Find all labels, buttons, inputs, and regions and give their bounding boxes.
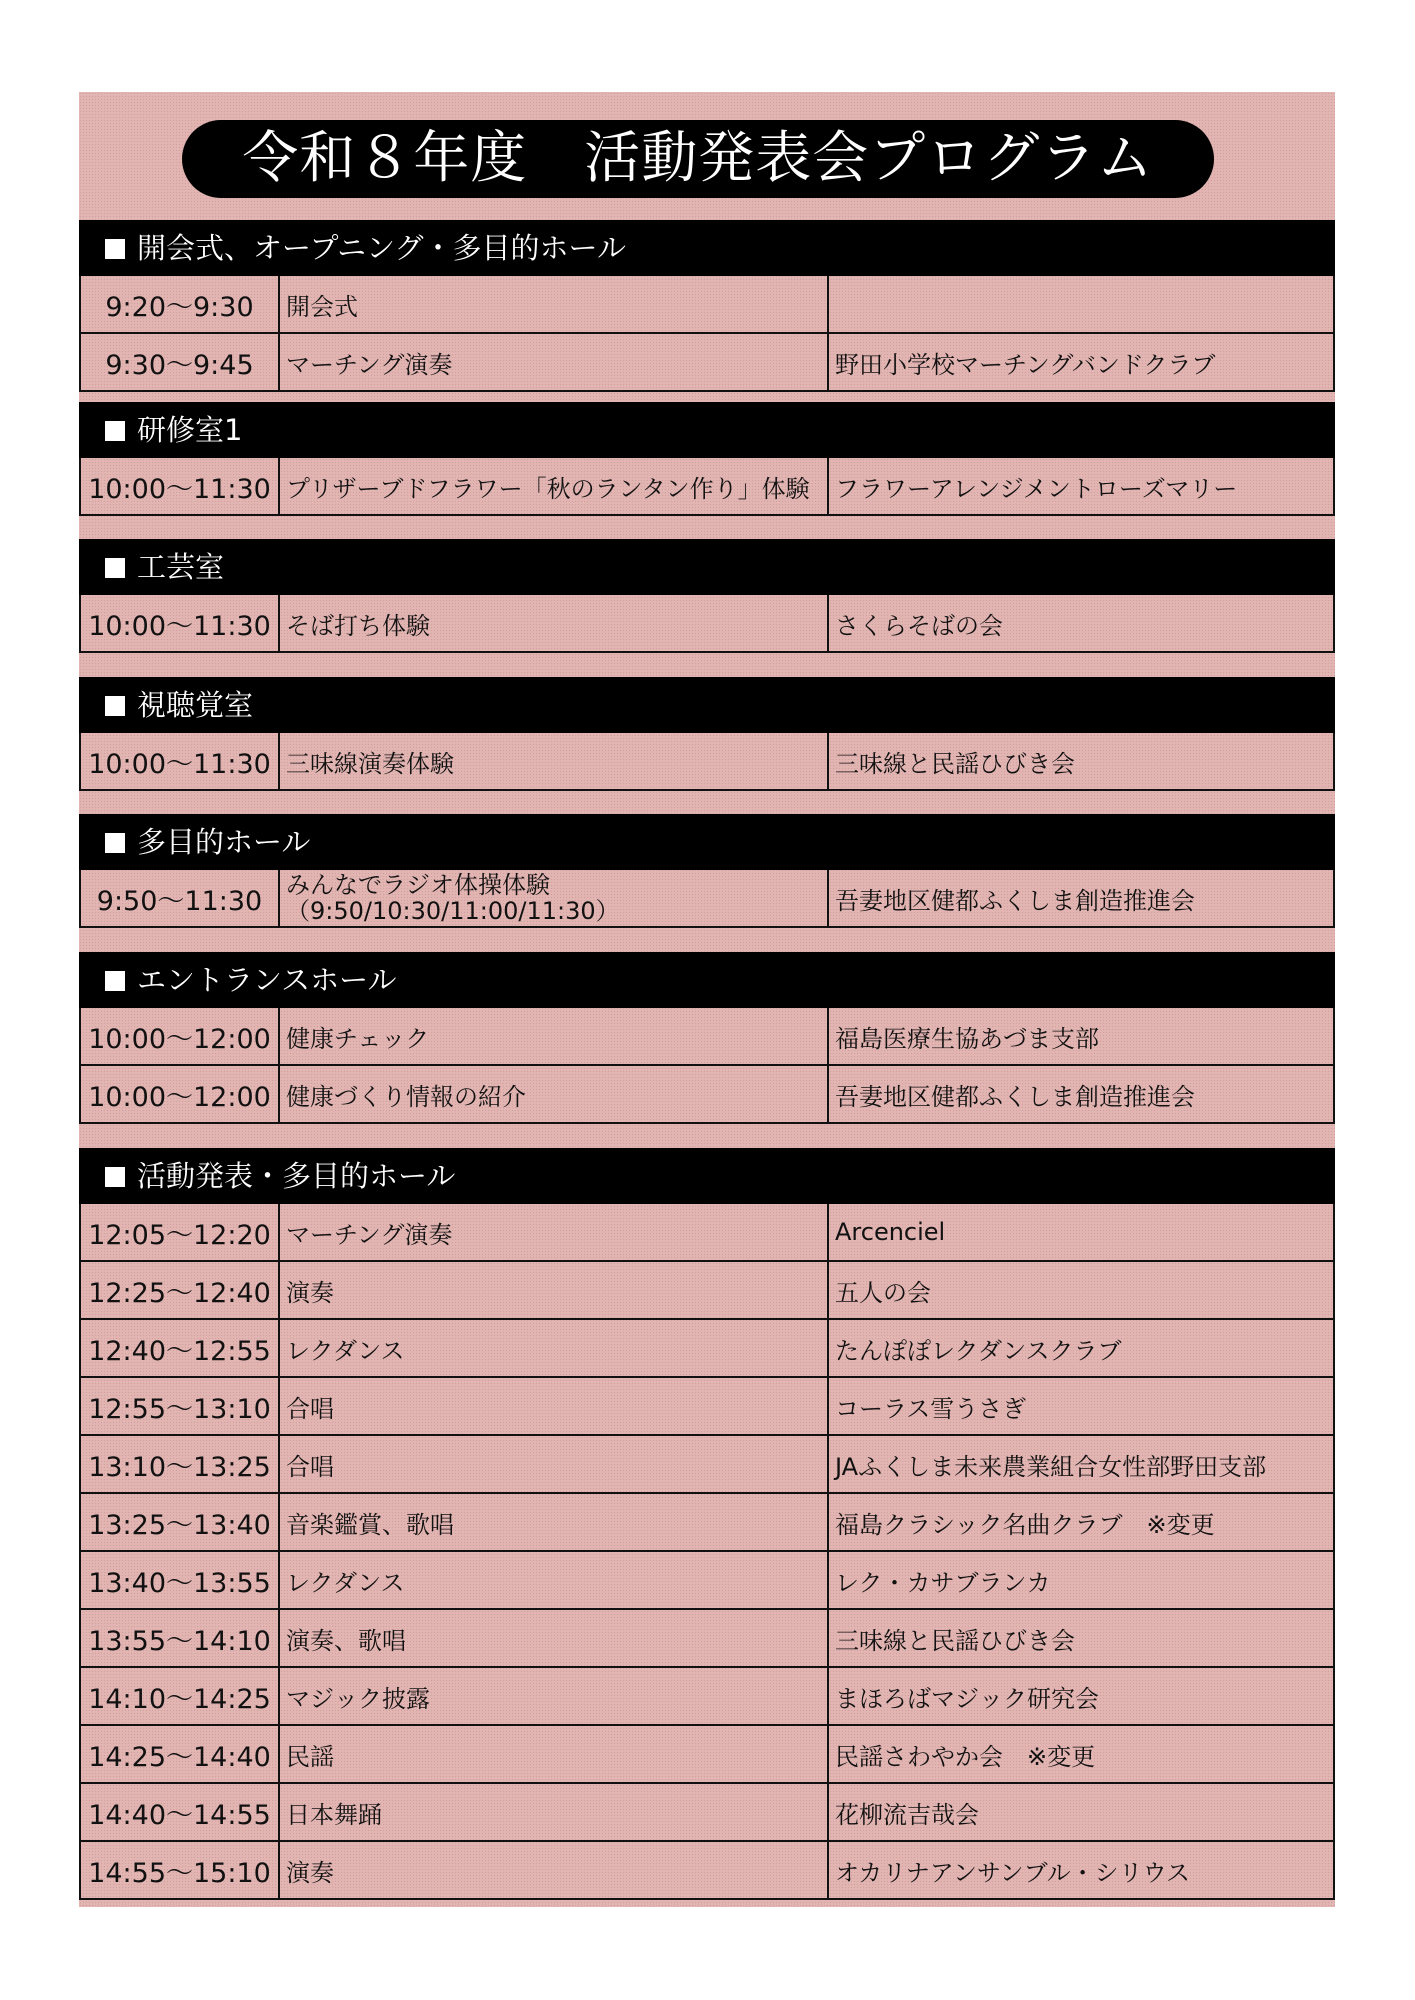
group-cell: オカリナアンサンブル・シリウス	[835, 1858, 1190, 1887]
time-cell: 10:00～11:30	[81, 733, 280, 789]
group-cell: 三味線と民謡ひびき会	[835, 1626, 1075, 1655]
time-cell: 9:30～9:45	[81, 334, 280, 390]
time-cell: 12:05～12:20	[81, 1204, 280, 1260]
event-cell: マーチング演奏	[280, 334, 829, 390]
schedule-row	[79, 1552, 1335, 1610]
schedule-row	[79, 1204, 1335, 1262]
program-sheet	[79, 92, 1335, 1907]
event-cell: 日本舞踊	[280, 1784, 829, 1840]
event-cell: レクダンス	[280, 1320, 829, 1376]
square-bullet-icon	[105, 833, 125, 853]
schedule-row	[79, 276, 1335, 334]
event-cell: 合唱	[280, 1378, 829, 1434]
group-cell: さくらそばの会	[835, 611, 1003, 640]
group-cell: 吾妻地区健都ふくしま創造推進会	[835, 1082, 1195, 1111]
schedule-row	[79, 334, 1335, 392]
event-cell: レクダンス	[280, 1552, 829, 1608]
event-cell: 音楽鑑賞、歌唱	[280, 1494, 829, 1550]
section-craft-room	[79, 539, 1335, 653]
square-bullet-icon	[105, 421, 125, 441]
section-heading: 工芸室	[137, 550, 225, 584]
square-bullet-icon	[105, 239, 125, 259]
group-cell: 福島医療生協あづま支部	[835, 1024, 1099, 1053]
group-cell: 三味線と民謡ひびき会	[835, 749, 1075, 778]
section-opening	[79, 220, 1335, 392]
time-cell: 12:25～12:40	[81, 1262, 280, 1318]
event-cell: マジック披露	[280, 1668, 829, 1724]
schedule-row	[79, 595, 1335, 653]
section-heading: 多目的ホール	[137, 825, 311, 859]
time-cell: 13:40～13:55	[81, 1552, 280, 1608]
time-cell: 13:10～13:25	[81, 1436, 280, 1492]
event-cell: 健康チェック	[280, 1008, 829, 1064]
time-cell: 13:55～14:10	[81, 1610, 280, 1666]
section-multipurpose-hall	[79, 814, 1335, 928]
time-cell: 10:00～11:30	[81, 458, 280, 514]
schedule-row	[79, 1262, 1335, 1320]
schedule-row	[79, 733, 1335, 791]
section-header	[79, 1148, 1335, 1204]
section-header	[79, 539, 1335, 595]
time-cell: 14:10～14:25	[81, 1668, 280, 1724]
event-line: みんなでラジオ体操体験	[286, 871, 550, 899]
section-heading: 活動発表・多目的ホール	[137, 1159, 456, 1193]
event-line: （9:50/10:30/11:00/11:30）	[286, 897, 620, 925]
event-cell: 演奏	[280, 1842, 829, 1898]
square-bullet-icon	[105, 971, 125, 991]
group-cell	[829, 276, 1333, 332]
time-cell: 10:00～12:00	[81, 1066, 280, 1122]
event-cell: そば打ち体験	[280, 595, 829, 651]
section-heading: エントランスホール	[137, 963, 397, 997]
schedule-row	[79, 1494, 1335, 1552]
time-cell: 14:55～15:10	[81, 1842, 280, 1898]
event-cell: 演奏	[280, 1262, 829, 1318]
event-cell: 開会式	[280, 276, 829, 332]
event-cell: 健康づくり情報の紹介	[280, 1066, 829, 1122]
schedule-row	[79, 1784, 1335, 1842]
group-cell: Arcenciel	[835, 1218, 946, 1246]
group-cell: 福島クラシック名曲クラブ ※変更	[835, 1510, 1215, 1539]
event-cell: 合唱	[280, 1436, 829, 1492]
group-cell: 花柳流吉哉会	[835, 1800, 979, 1829]
schedule-row	[79, 1066, 1335, 1124]
event-cell: 民謡	[280, 1726, 829, 1782]
time-cell: 10:00～12:00	[81, 1008, 280, 1064]
page-title: 令和８年度 活動発表会プログラム	[182, 120, 1214, 198]
group-cell: まほろばマジック研究会	[835, 1684, 1099, 1713]
group-cell: 野田小学校マーチングバンドクラブ	[835, 350, 1216, 379]
section-header	[79, 402, 1335, 458]
section-heading: 研修室1	[137, 413, 243, 447]
time-cell: 9:20～9:30	[81, 276, 280, 332]
schedule-row	[79, 1726, 1335, 1784]
event-cell: 演奏、歌唱	[280, 1610, 829, 1666]
event-cell: マーチング演奏	[280, 1204, 829, 1260]
schedule-row	[79, 870, 1335, 928]
square-bullet-icon	[105, 696, 125, 716]
section-av-room	[79, 677, 1335, 791]
section-performances	[79, 1148, 1335, 1900]
event-cell	[280, 870, 829, 926]
section-heading: 視聴覚室	[137, 688, 254, 722]
time-cell: 13:25～13:40	[81, 1494, 280, 1550]
time-cell: 12:40～12:55	[81, 1320, 280, 1376]
square-bullet-icon	[105, 1167, 125, 1187]
section-training-room-1	[79, 402, 1335, 516]
schedule-row	[79, 1320, 1335, 1378]
time-cell: 12:55～13:10	[81, 1378, 280, 1434]
schedule-row	[79, 1378, 1335, 1436]
group-cell: レク・カサブランカ	[835, 1568, 1051, 1597]
schedule-row	[79, 1610, 1335, 1668]
section-header	[79, 814, 1335, 870]
schedule-row	[79, 458, 1335, 516]
time-cell: 14:25～14:40	[81, 1726, 280, 1782]
time-cell: 9:50～11:30	[81, 870, 280, 926]
schedule-row	[79, 1668, 1335, 1726]
event-cell: 三味線演奏体験	[280, 733, 829, 789]
group-cell: フラワーアレンジメントローズマリー	[835, 474, 1238, 503]
section-entrance-hall	[79, 952, 1335, 1124]
group-cell: たんぽぽレクダンスクラブ	[835, 1336, 1122, 1365]
group-cell: 民謡さわやか会 ※変更	[835, 1742, 1096, 1771]
event-cell: プリザーブドフラワー「秋のランタン作り」体験	[280, 458, 829, 514]
section-header	[79, 220, 1335, 276]
group-cell: 吾妻地区健都ふくしま創造推進会	[835, 886, 1195, 915]
section-heading: 開会式、オープニング・多目的ホール	[137, 231, 626, 265]
schedule-row	[79, 1008, 1335, 1066]
group-cell: コーラス雪うさぎ	[835, 1394, 1027, 1423]
time-cell: 10:00～11:30	[81, 595, 280, 651]
section-header	[79, 677, 1335, 733]
section-header	[79, 952, 1335, 1008]
group-cell: JAふくしま未来農業組合女性部野田支部	[835, 1452, 1267, 1481]
time-cell: 14:40～14:55	[81, 1784, 280, 1840]
square-bullet-icon	[105, 558, 125, 578]
schedule-row	[79, 1842, 1335, 1900]
schedule-row	[79, 1436, 1335, 1494]
group-cell: 五人の会	[835, 1278, 931, 1307]
